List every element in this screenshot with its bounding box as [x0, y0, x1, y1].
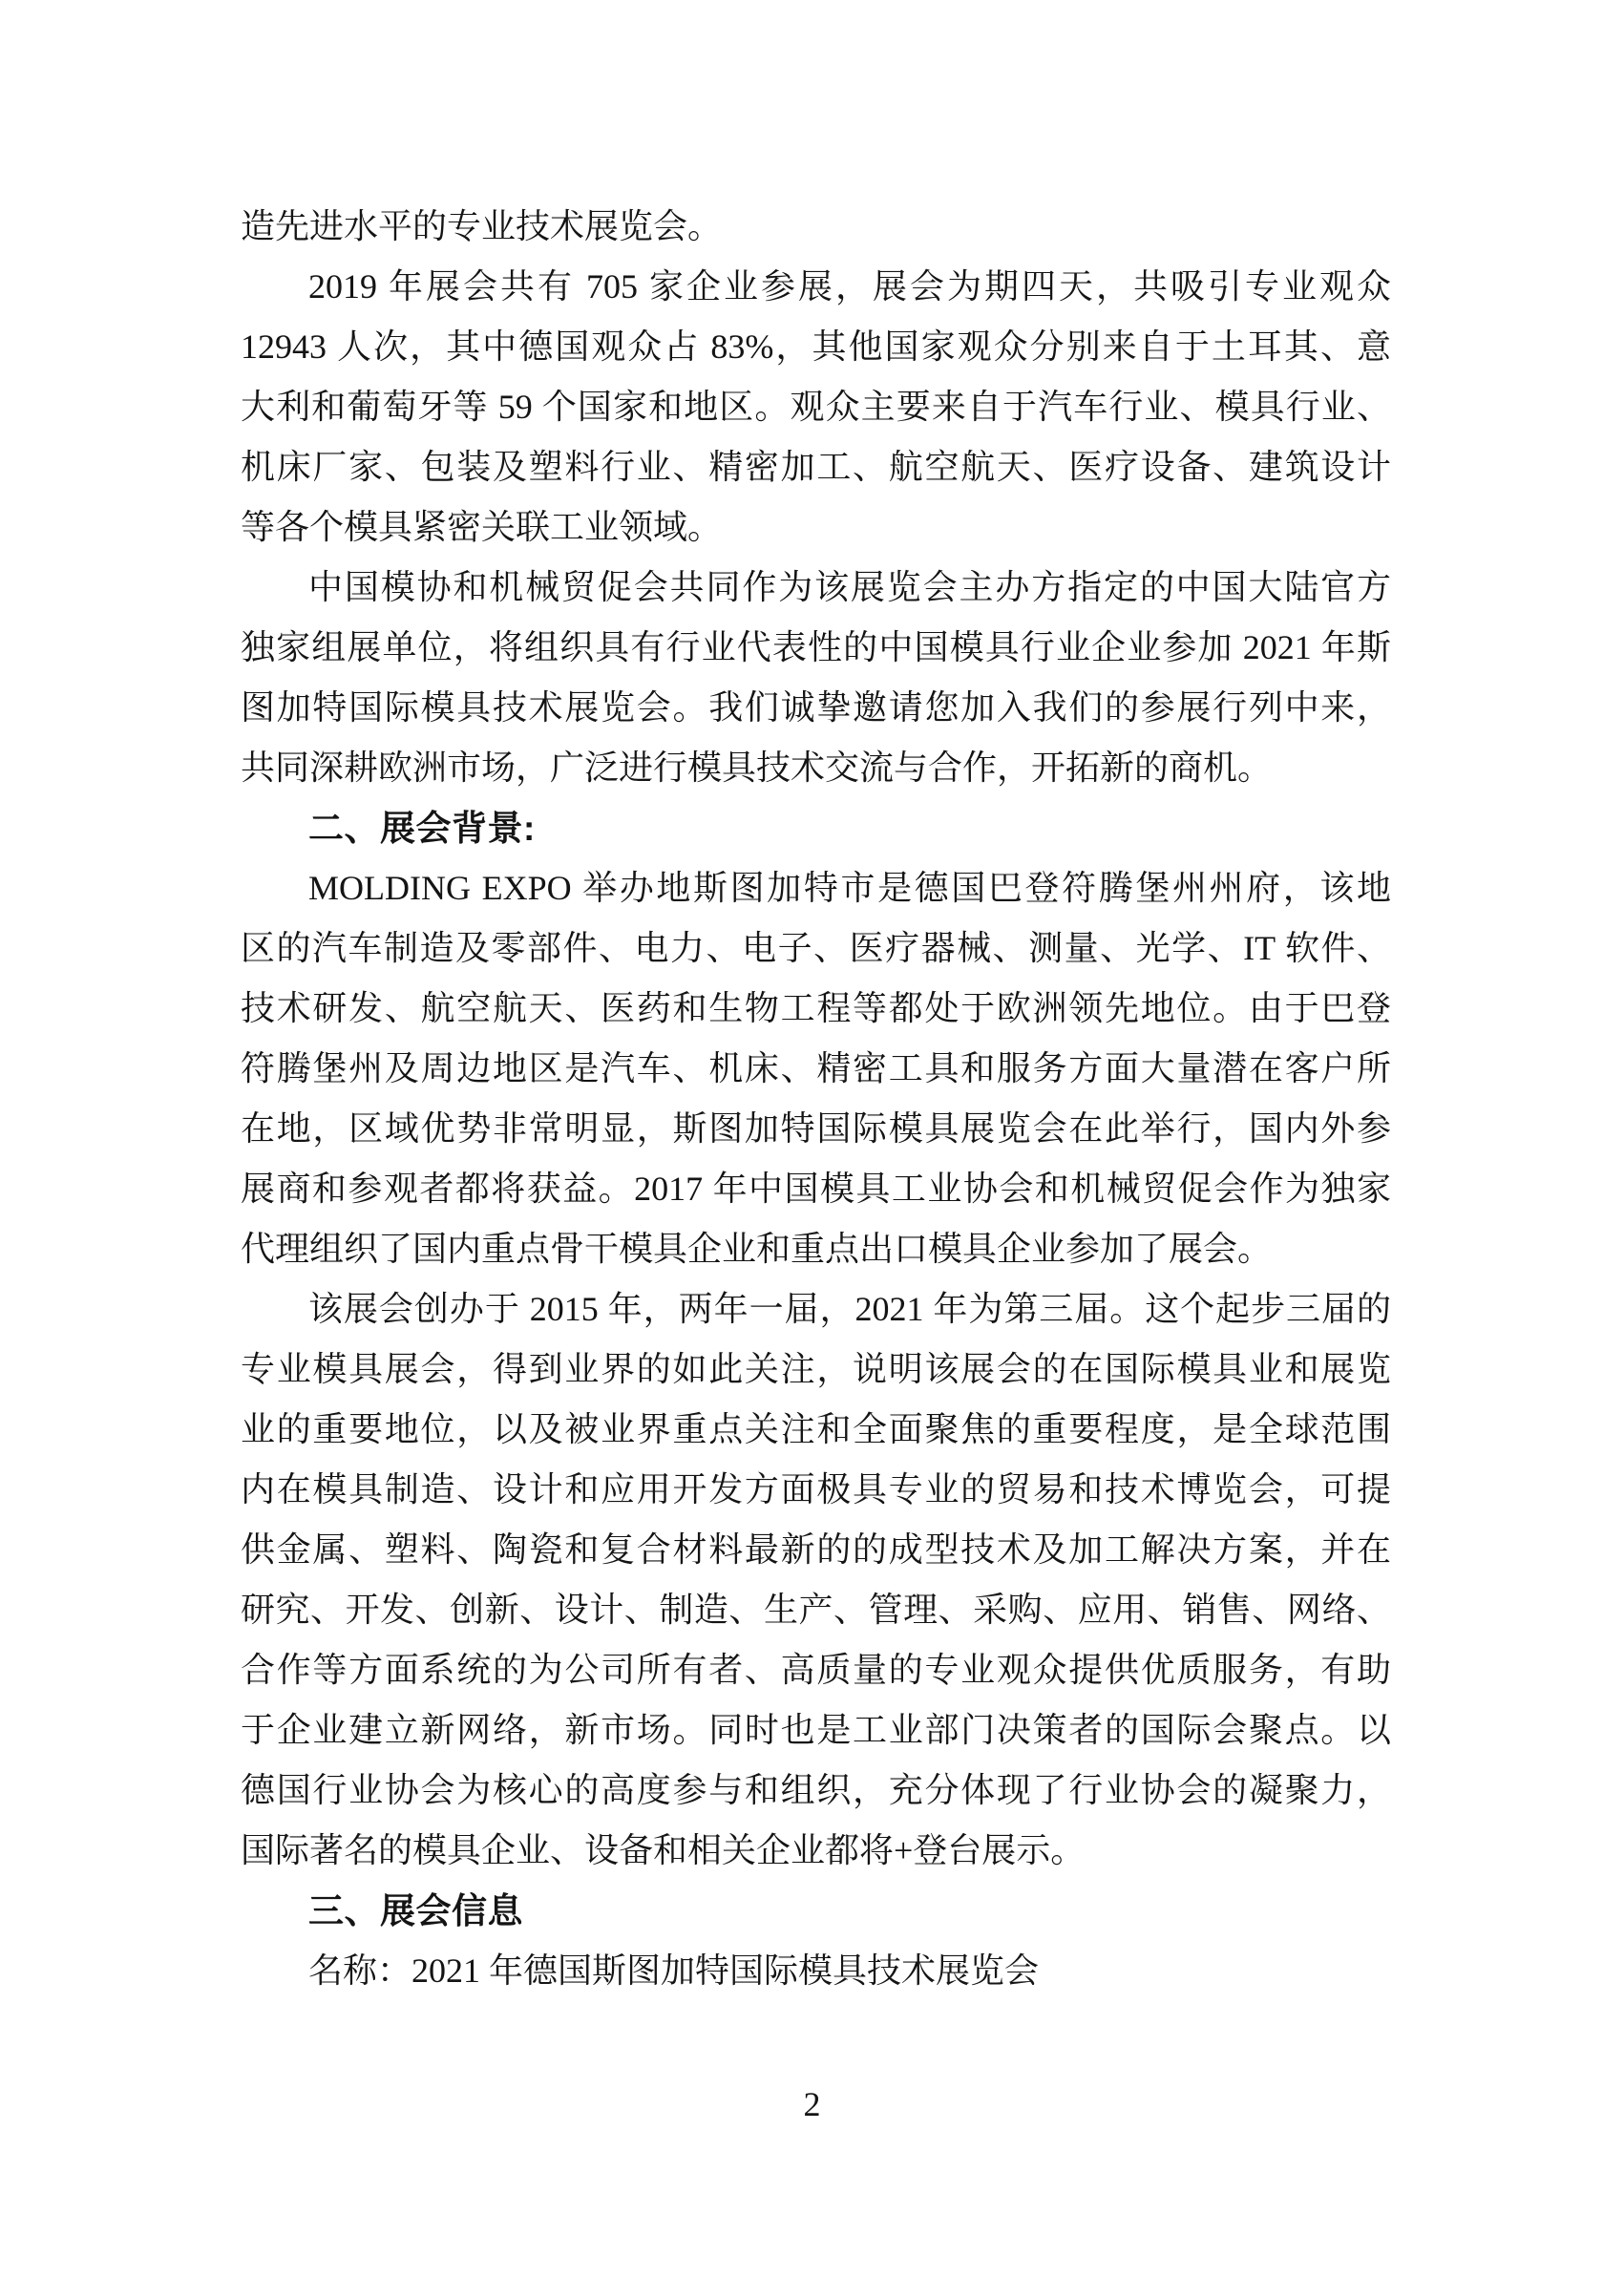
body-line: 大利和葡萄牙等 59 个国家和地区。观众主要来自于汽车行业、模具行业、 [241, 388, 1391, 426]
heading-exhibition-info: 三、展会信息 [308, 1891, 523, 1930]
heading-exhibition-background: 二、展会背景: [308, 809, 536, 848]
body-line: 12943 人次，其中德国观众占 83%，其他国家观众分别来自于土耳其、意 [241, 327, 1391, 366]
body-line: 代理组织了国内重点骨干模具企业和重点出口模具企业参加了展会。 [241, 1230, 1273, 1268]
body-line: 2019 年展会共有 705 家企业参展，展会为期四天，共吸引专业观众 [308, 267, 1391, 306]
body-line: 国际著名的模具企业、设备和相关企业都将+登台展示。 [241, 1831, 1086, 1869]
body-line: 造先进水平的专业技术展览会。 [241, 207, 723, 245]
body-line: 独家组展单位，将组织具有行业代表性的中国模具行业企业参加 2021 年斯 [241, 628, 1391, 666]
body-line: 技术研发、航空航天、医药和生物工程等都处于欧洲领先地位。由于巴登 [241, 989, 1391, 1027]
body-line: 内在模具制造、设计和应用开发方面极具专业的贸易和技术博览会，可提 [241, 1470, 1391, 1508]
body-line: 专业模具展会，得到业界的如此关注，说明该展会的在国际模具业和展览 [241, 1350, 1391, 1388]
body-line: 德国行业协会为核心的高度参与和组织，充分体现了行业协会的凝聚力， [241, 1771, 1391, 1809]
body-line: 名称：2021 年德国斯图加特国际模具技术展览会 [308, 1951, 1040, 1990]
body-line: 机床厂家、包装及塑料行业、精密加工、航空航天、医疗设备、建筑设计 [241, 448, 1391, 486]
body-line: 业的重要地位，以及被业界重点关注和全面聚焦的重要程度，是全球范围 [241, 1410, 1391, 1448]
body-line: 于企业建立新网络，新市场。同时也是工业部门决策者的国际会聚点。以 [241, 1711, 1391, 1749]
body-line: 在地，区域优势非常明显，斯图加特国际模具展览会在此举行，国内外参 [241, 1109, 1391, 1148]
body-line: 符腾堡州及周边地区是汽车、机床、精密工具和服务方面大量潜在客户所 [241, 1049, 1391, 1087]
body-line: 图加特国际模具技术展览会。我们诚挚邀请您加入我们的参展行列中来， [241, 688, 1391, 727]
body-line: 共同深耕欧洲市场，广泛进行模具技术交流与合作，开拓新的商机。 [241, 749, 1273, 787]
body-line: 中国模协和机械贸促会共同作为该展览会主办方指定的中国大陆官方 [308, 568, 1391, 606]
document-body [241, 197, 1391, 2001]
body-line: 合作等方面系统的为公司所有者、高质量的专业观众提供优质服务，有助 [241, 1651, 1391, 1689]
body-line: 展商和参观者都将获益。2017 年中国模具工业协会和机械贸促会作为独家 [241, 1170, 1391, 1208]
body-line: 该展会创办于 2015 年，两年一届，2021 年为第三届。这个起步三届的 [308, 1290, 1391, 1328]
page-number: 2 [803, 2085, 821, 2123]
body-line: 等各个模具紧密关联工业领域。 [241, 508, 723, 546]
body-line: 供金属、塑料、陶瓷和复合材料最新的的成型技术及加工解决方案，并在 [241, 1530, 1391, 1569]
body-line: MOLDING EXPO 举办地斯图加特市是德国巴登符腾堡州州府，该地 [308, 869, 1391, 907]
body-line: 区的汽车制造及零部件、电力、电子、医疗器械、测量、光学、IT 软件、 [241, 929, 1391, 967]
body-line: 研究、开发、创新、设计、制造、生产、管理、采购、应用、销售、网络、 [241, 1591, 1391, 1629]
